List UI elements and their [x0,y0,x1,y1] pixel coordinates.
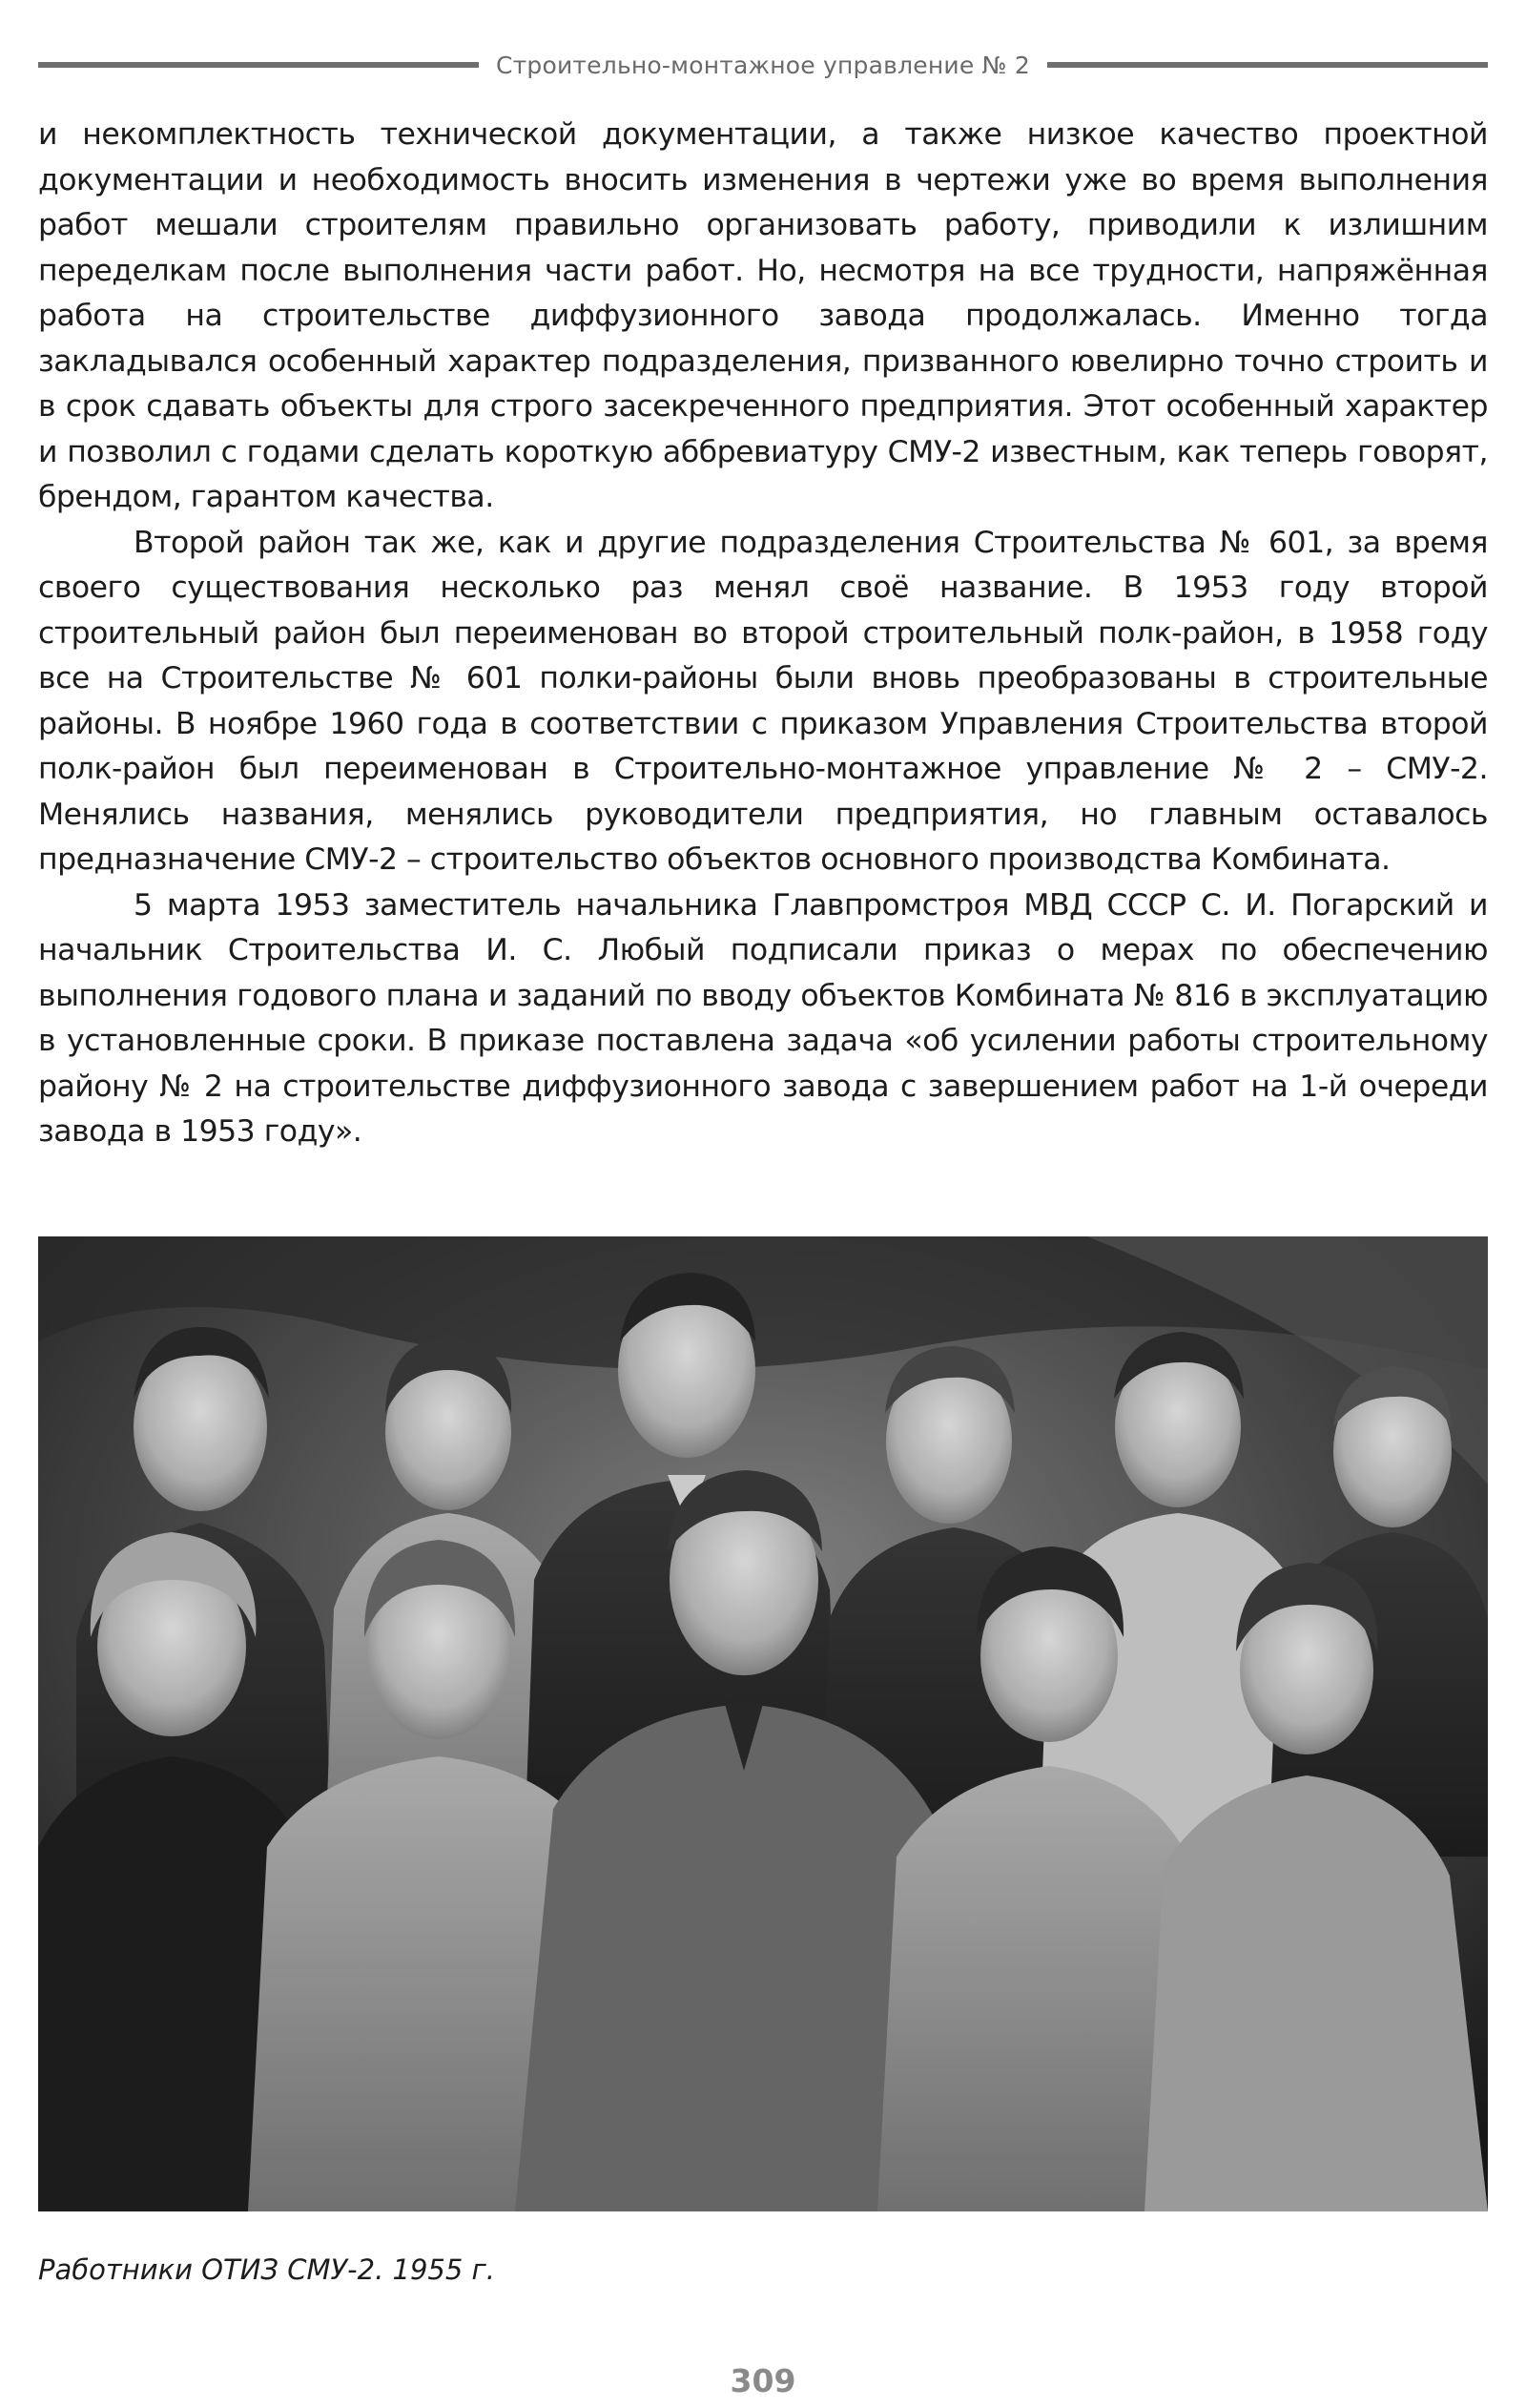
paragraph-3: 5 марта 1953 заместитель начальника Главпромстроя МВД СССР С. И. Погарский и начальник Строительства И. С. Любый подписали приказ о мерах по обеспечению выполнения годового плана и заданий по вводу объектов Комбината № 816 в эксплуатацию в установленные сроки. В приказе поставлена задача «об усилении работы строительному району № 2 на строительстве диффузионного завода с завершением работ на 1-й очереди завода в 1953 году». [38,887,1488,1149]
paragraph-1: и некомплектность технической документации, а также низкое качество проектной документации и необходимость вносить изменения в чертежи уже во время выполнения работ мешали строителям правильно организовать работу, приводили к излишним переделкам после выполнения части работ. Но, несмотря на все трудности, напряжённая работа на строительстве диффузионного завода продолжалась. Именно тогда закладывался особенный характер подразделения, призванного ювелирно точно строить и в срок сдавать объекты для строго засекреченного предприятия. Этот особенный характер и позволил с годами сделать короткую аббревиатуру СМУ-2 известным, как теперь говорят, брендом, гарантом качества. [38,117,1488,514]
body-text [38,113,1488,1155]
header-rule-right [1047,62,1488,68]
header-rule-left [38,62,479,68]
paragraph-2: Второй район так же, как и другие подразделения Строительства № 601, за время своего существования несколько раз менял своё название. В 1953 году второй строительный район был переименован во второй строительный полк-район, в 1958 году все на Строительстве № 601 полки-районы были вновь преобразованы в строительные районы. В ноябре 1960 года в соответствии с приказом Управления Строительства второй полк-район был переименован в Строительно-монтажное управление № 2 – СМУ-2. Менялись названия, менялись руководители предприятия, но главным оставалось предназначение СМУ-2 – строительство объектов основного производства Комбината. [38,525,1488,877]
group-photo [38,1236,1488,2211]
header-title: Строительно-монтажное управление № 2 [495,51,1031,79]
photo-caption: Работники ОТИЗ СМУ-2. 1955 г. [38,2253,495,2286]
group-photo-illustration [38,1236,1488,2211]
running-header [38,46,1488,84]
page-number: 309 [730,2362,796,2399]
